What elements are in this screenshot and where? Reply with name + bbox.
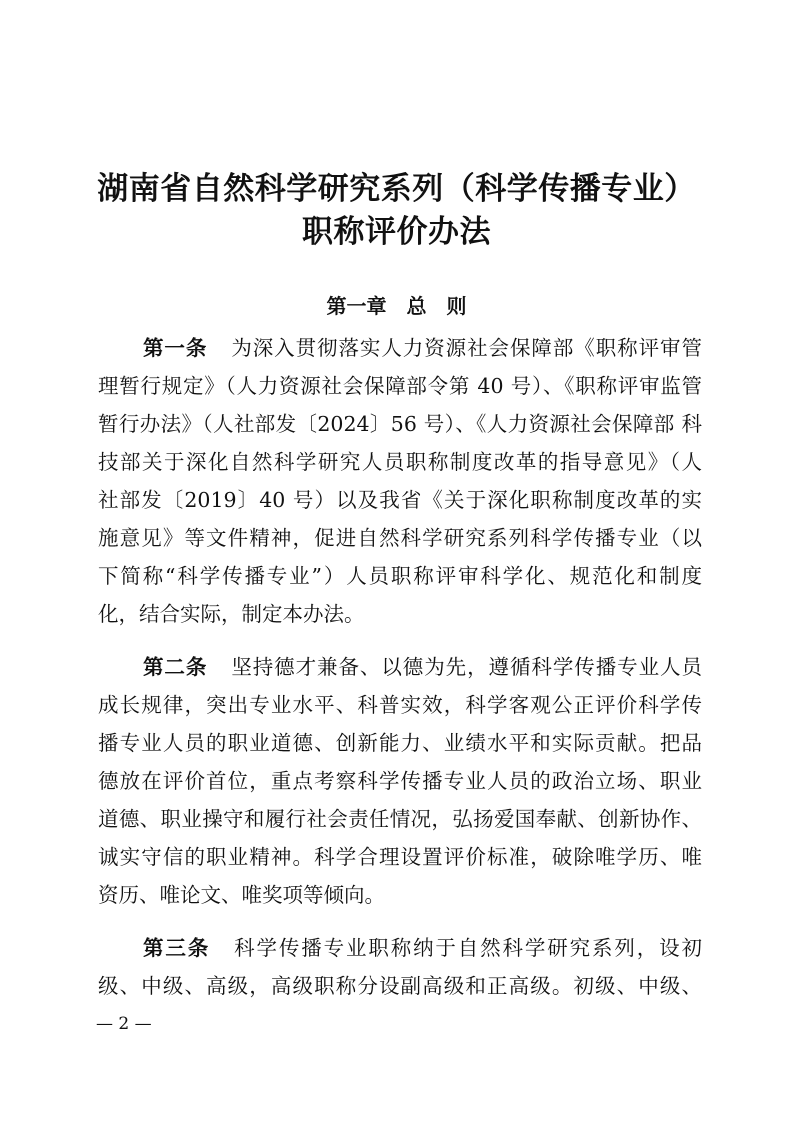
- article-1-line: 化，结合实际，制定本办法。: [98, 602, 365, 626]
- document-title-line-2: 职称评价办法: [302, 214, 491, 250]
- article-1-line: 下简称“科学传播专业”）人员职称评审科学化、规范化和制度: [98, 564, 702, 588]
- article-1-label: 第一条: [143, 336, 208, 360]
- article-3-text: 科学传播专业职称纳于自然科学研究系列，设初: [234, 936, 702, 960]
- article-2-line: 诚实守信的职业精神。科学合理设置评价标准，破除唯学历、唯: [98, 845, 702, 869]
- article-1-line: 技部关于深化自然科学研究人员职称制度改革的指导意见》（人: [98, 450, 702, 474]
- chapter-heading: 第一章 总 则: [326, 294, 467, 318]
- article-2-line: [143, 653, 702, 681]
- article-3-line: [143, 934, 702, 962]
- article-3-label: 第三条: [143, 936, 211, 960]
- article-3-line: 级、中级、高级，高级职称分设副高级和正高级。初级、中级、: [98, 974, 702, 998]
- article-2-line: 成长规律，突出专业水平、科普实效，科学客观公正评价科学传: [98, 693, 702, 717]
- article-1-text: 为深入贯彻落实人力资源社会保障部《职称评审管: [231, 336, 702, 360]
- article-2-label: 第二条: [143, 655, 208, 679]
- article-2-line: 资历、唯论文、唯奖项等倾向。: [98, 883, 385, 907]
- article-1-line: 理暂行规定》（人力资源社会保障部令第 40 号）、《职称评审监管: [98, 374, 702, 398]
- article-2-line: 德放在评价首位，重点考察科学传播专业人员的政治立场、职业: [98, 769, 702, 793]
- document-title-line-1: 湖南省自然科学研究系列（科学传播专业）: [97, 171, 696, 207]
- article-2-line: 播专业人员的职业道德、创新能力、业绩水平和实际贡献。把品: [98, 731, 702, 755]
- article-1-line: 施意见》等文件精神，促进自然科学研究系列科学传播专业（以: [98, 526, 702, 550]
- article-1-line: 社部发〔2019〕40 号）以及我省《关于深化职称制度改革的实: [98, 488, 702, 512]
- article-1-line: [143, 334, 702, 362]
- page-number: — 2 —: [96, 1014, 152, 1034]
- article-1-line: 暂行办法》（人社部发〔2024〕56 号）、《人力资源社会保障部 科: [98, 412, 702, 436]
- article-2-line: 道德、职业操守和履行社会责任情况，弘扬爱国奉献、创新协作、: [98, 807, 702, 831]
- article-2-text: 坚持德才兼备、以德为先，遵循科学传播专业人员: [231, 655, 702, 679]
